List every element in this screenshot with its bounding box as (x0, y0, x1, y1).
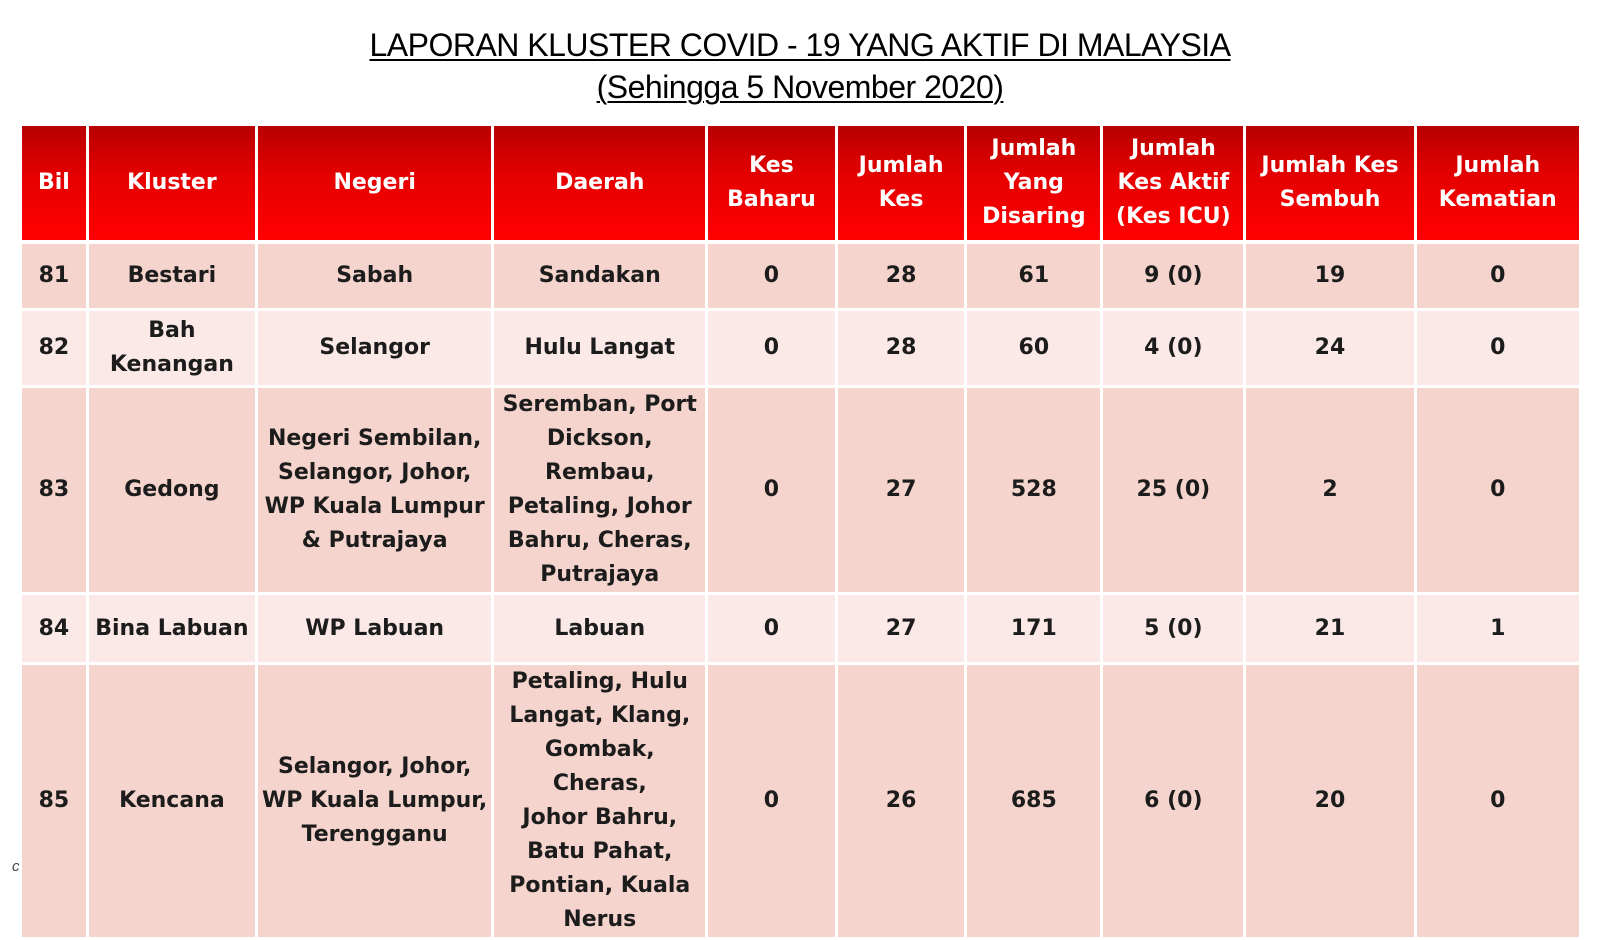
cell-kluster: Bah Kenangan (87, 310, 256, 387)
cell-kes-baharu: 0 (707, 242, 837, 310)
table-row (22, 594, 1579, 664)
header-row (22, 126, 1579, 242)
report-title-line1: LAPORAN KLUSTER COVID - 19 YANG AKTIF DI MALAYSIA (369, 27, 1231, 63)
cell-kluster: Bina Labuan (87, 594, 256, 664)
cell-kluster: Kencana (87, 664, 256, 939)
cell-jumlah-sembuh: 19 (1245, 242, 1415, 310)
cell-kluster: Gedong (87, 387, 256, 594)
cell-jumlah-aktif: 6 (0) (1102, 664, 1245, 939)
cell-jumlah-aktif: 5 (0) (1102, 594, 1245, 664)
col-header-jumlah-sembuh: Jumlah Kes Sembuh (1245, 126, 1415, 242)
cell-jumlah-aktif: 25 (0) (1102, 387, 1245, 594)
col-header-bil: Bil (22, 126, 87, 242)
cell-daerah: Hulu Langat (493, 310, 707, 387)
cell-negeri: Selangor (256, 310, 493, 387)
cell-jumlah-disaring: 685 (966, 664, 1102, 939)
col-header-jumlah-aktif: Jumlah Kes Aktif (Kes ICU) (1102, 126, 1245, 242)
col-header-jumlah-kematian: Jumlah Kematian (1415, 126, 1579, 242)
cell-bil: 82 (22, 310, 87, 387)
cell-jumlah-sembuh: 20 (1245, 664, 1415, 939)
col-header-daerah: Daerah (493, 126, 707, 242)
cell-jumlah-kematian: 0 (1415, 664, 1579, 939)
cell-jumlah-disaring: 528 (966, 387, 1102, 594)
table-body (22, 242, 1579, 939)
cell-negeri: Negeri Sembilan, Selangor, Johor, WP Kuala Lumpur & Putrajaya (256, 387, 493, 594)
cell-jumlah-kematian: 0 (1415, 310, 1579, 387)
cell-negeri: Sabah (256, 242, 493, 310)
cell-jumlah-kematian: 1 (1415, 594, 1579, 664)
cell-jumlah-kematian: 0 (1415, 387, 1579, 594)
cell-daerah: Seremban, Port Dickson, Rembau, Petaling, Johor Bahru, Cheras, Putrajaya (493, 387, 707, 594)
cell-jumlah-kes: 28 (836, 310, 966, 387)
table-row (22, 310, 1579, 387)
cell-jumlah-sembuh: 2 (1245, 387, 1415, 594)
col-header-kes-baharu: Kes Baharu (707, 126, 837, 242)
cluster-table (22, 126, 1579, 940)
cell-jumlah-disaring: 61 (966, 242, 1102, 310)
cell-jumlah-aktif: 4 (0) (1102, 310, 1245, 387)
table-row (22, 664, 1579, 939)
cell-bil: 81 (22, 242, 87, 310)
cell-kes-baharu: 0 (707, 664, 837, 939)
cell-jumlah-aktif: 9 (0) (1102, 242, 1245, 310)
cell-jumlah-kes: 26 (836, 664, 966, 939)
cell-negeri: WP Labuan (256, 594, 493, 664)
cell-jumlah-disaring: 60 (966, 310, 1102, 387)
stray-text-mark: c (12, 858, 20, 875)
col-header-kluster: Kluster (87, 126, 256, 242)
report-title (0, 24, 1600, 108)
cell-jumlah-sembuh: 21 (1245, 594, 1415, 664)
cell-bil: 83 (22, 387, 87, 594)
cell-kes-baharu: 0 (707, 310, 837, 387)
table-row (22, 387, 1579, 594)
cell-kluster: Bestari (87, 242, 256, 310)
cell-jumlah-kes: 28 (836, 242, 966, 310)
cell-kes-baharu: 0 (707, 387, 837, 594)
cell-daerah: Petaling, Hulu Langat, Klang, Gombak, Cheras, Johor Bahru, Batu Pahat, Pontian, Kuala Nerus (493, 664, 707, 939)
cell-negeri: Selangor, Johor, WP Kuala Lumpur, Terengganu (256, 664, 493, 939)
cell-bil: 84 (22, 594, 87, 664)
table-header (22, 126, 1579, 242)
cell-jumlah-kes: 27 (836, 594, 966, 664)
col-header-negeri: Negeri (256, 126, 493, 242)
col-header-jumlah-disaring: Jumlah Yang Disaring (966, 126, 1102, 242)
cell-jumlah-kematian: 0 (1415, 242, 1579, 310)
cell-bil: 85 (22, 664, 87, 939)
report-title-line2: (Sehingga 5 November 2020) (596, 69, 1004, 105)
cell-kes-baharu: 0 (707, 594, 837, 664)
table-row (22, 242, 1579, 310)
cell-jumlah-kes: 27 (836, 387, 966, 594)
col-header-jumlah-kes: Jumlah Kes (836, 126, 966, 242)
cell-daerah: Labuan (493, 594, 707, 664)
cell-jumlah-disaring: 171 (966, 594, 1102, 664)
cell-daerah: Sandakan (493, 242, 707, 310)
cell-jumlah-sembuh: 24 (1245, 310, 1415, 387)
